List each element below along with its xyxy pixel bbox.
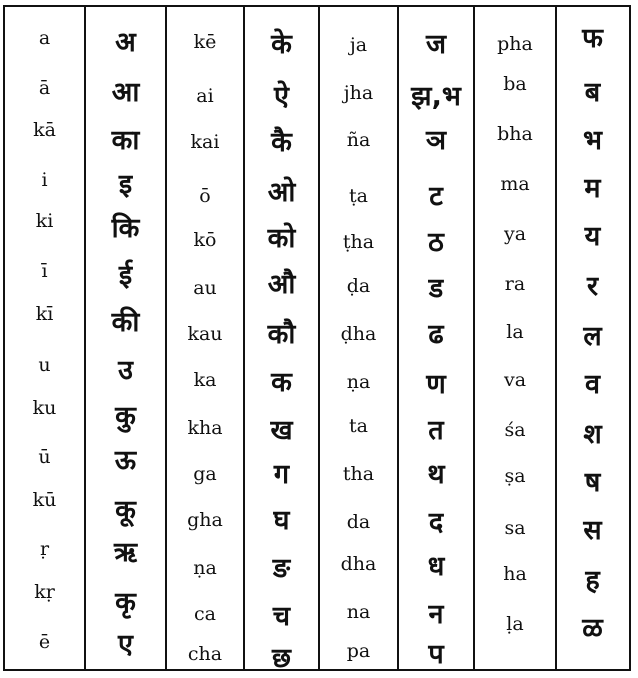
table-cell: kū [32, 489, 57, 511]
table-cell: pa [346, 640, 371, 662]
table-cell: ka [193, 369, 217, 391]
table-cell: ढ [428, 319, 444, 350]
table-cell: ड [428, 273, 444, 304]
table-cell: ta [349, 415, 368, 437]
table-cell: ज [425, 29, 447, 60]
table-cell: ai [196, 85, 214, 107]
table-cell: झ,भ [411, 81, 461, 112]
table-cell: प [428, 639, 444, 670]
column-2-devanagari [86, 5, 165, 671]
table-cell: sa [504, 517, 526, 539]
table-cell: य [584, 221, 601, 252]
table-cell: ळ [582, 613, 603, 644]
column-4-devanagari [245, 5, 318, 674]
table-cell: न [428, 599, 444, 630]
table-cell: म [584, 173, 601, 204]
column-5-transliteration [320, 5, 397, 671]
table-cell: ग [273, 459, 290, 490]
table-cell: स [583, 515, 602, 546]
table-cell: भ [583, 125, 602, 156]
table-cell: ध [427, 551, 445, 582]
table-cell: उ [118, 355, 133, 386]
table-cell: ṣa [504, 465, 526, 487]
table-cell: gha [187, 509, 223, 531]
table-cell: ña [346, 129, 371, 151]
table-cell: dha [340, 553, 377, 575]
table-cell: va [503, 369, 527, 391]
table-cell: ḍha [340, 323, 377, 345]
table-cell: ण [426, 369, 446, 400]
column-8-devanagari [557, 5, 628, 671]
table-cell: त [428, 415, 444, 446]
table-cell: tha [342, 463, 375, 485]
table-cell: ki [35, 210, 54, 232]
table-cell: kē [193, 31, 217, 53]
table-cell: ha [503, 563, 527, 585]
table-cell: a [38, 27, 51, 49]
table-cell: अ [115, 27, 136, 58]
table-cell: ऋ [113, 537, 138, 568]
table-cell: u [38, 354, 51, 376]
table-cell: kha [187, 417, 223, 439]
table-cell: au [193, 277, 217, 299]
table-cell: ō [199, 185, 211, 207]
table-cell: द [428, 507, 444, 538]
table-cell: कै [271, 127, 292, 158]
table-cell: छ [272, 643, 291, 674]
table-cell: kō [193, 229, 217, 251]
table-cell: ū [38, 446, 51, 468]
table-cell: का [111, 125, 140, 156]
table-cell: la [506, 321, 524, 343]
table-cell: ṇa [346, 371, 371, 393]
table-cell: da [346, 511, 371, 533]
table-cell: śa [504, 419, 526, 441]
table-cell: kṛ [34, 581, 55, 603]
table-cell: थ [427, 459, 445, 490]
table-cell: i [41, 169, 48, 191]
table-cell: ऊ [114, 445, 137, 476]
table-cell: च [272, 601, 291, 632]
table-cell: ā [38, 77, 51, 99]
table-cell: ख [270, 415, 293, 446]
table-cell: कौ [267, 319, 296, 350]
table-cell: के [271, 29, 292, 60]
table-cell: व [584, 369, 600, 400]
table-cell: इ [118, 169, 133, 200]
table-cell: ई [118, 260, 133, 291]
table-cell: kī [35, 303, 54, 325]
table-cell: ī [41, 260, 48, 282]
table-cell: को [267, 223, 296, 254]
table-cell: ṇa [193, 557, 217, 579]
table-cell: kai [190, 131, 220, 153]
table-cell: ma [500, 173, 530, 195]
table-cell: ja [349, 34, 368, 56]
table-cell: ya [503, 223, 527, 245]
table-cell: ट [429, 181, 443, 212]
table-cell: ठ [428, 227, 444, 258]
table-cell: ṭha [342, 231, 375, 253]
table-cell: कु [115, 401, 136, 432]
table-cell: kā [33, 119, 56, 141]
table-cell: फ [582, 23, 603, 54]
table-cell: औ [267, 269, 296, 300]
column-3-transliteration [167, 5, 243, 671]
table-cell: ञ [425, 125, 447, 156]
table-cell: ḍa [346, 275, 371, 297]
table-cell: की [111, 307, 140, 338]
table-cell: ङ [272, 553, 291, 584]
table-cell: कू [115, 495, 136, 526]
table-cell: ḷa [506, 613, 524, 635]
table-cell: pha [497, 33, 533, 55]
table-cell: ṛ [39, 538, 50, 560]
column-1-transliteration [5, 5, 84, 671]
table-cell: ṭa [349, 185, 368, 207]
table-cell: ब [584, 77, 601, 108]
table-cell: र [586, 271, 599, 302]
column-6-devanagari [399, 5, 473, 671]
table-cell: कृ [115, 587, 136, 618]
table-cell: क [271, 367, 292, 398]
table-cell: na [346, 601, 371, 623]
table-cell: ga [193, 463, 217, 485]
column-7-transliteration [475, 5, 555, 671]
table-cell: कि [111, 213, 140, 244]
table-cell: ra [504, 273, 526, 295]
table-cell: ओ [267, 177, 296, 208]
table-cell: श [583, 419, 602, 450]
table-cell: kau [187, 323, 223, 345]
table-cell: आ [111, 77, 140, 108]
table-cell: ह [585, 565, 600, 596]
table-cell: ल [583, 321, 602, 352]
table-cell: bha [497, 123, 533, 145]
table-cell: ऐ [274, 81, 289, 112]
table-cell: cha [187, 643, 223, 665]
table-cell: ए [118, 629, 133, 660]
table-cell: ca [194, 603, 216, 625]
table-cell: ku [32, 397, 57, 419]
table-cell: घ [273, 505, 290, 536]
table-cell: ba [503, 73, 527, 95]
table-cell: ē [38, 631, 51, 653]
table-cell: ष [584, 467, 601, 498]
table-cell: jha [343, 82, 374, 104]
